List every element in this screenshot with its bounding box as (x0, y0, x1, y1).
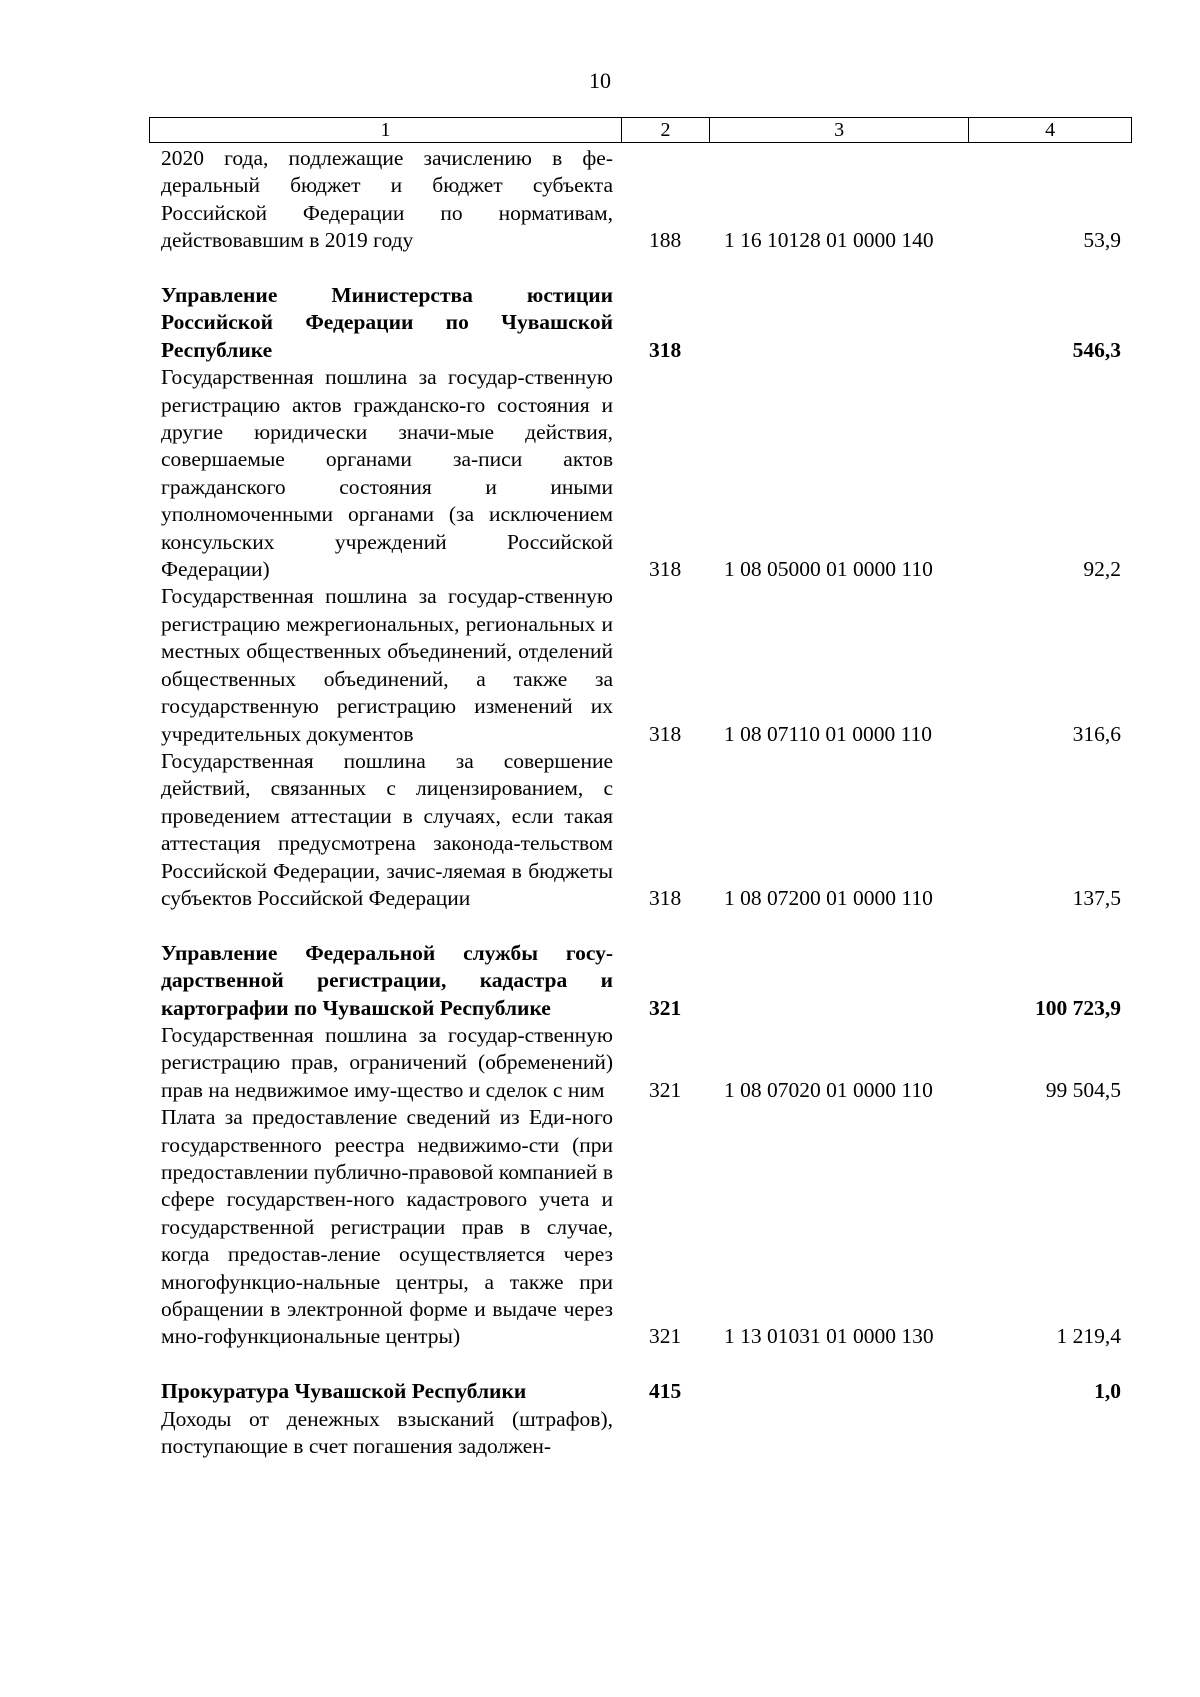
row-amount: 137,5 (1072, 885, 1121, 910)
row-admin-code: 321 (649, 1324, 682, 1349)
row-description: 2020 года, подлежащие зачислению в фе-деральный бюджет и бюджет субъекта Российской Федерации по нормативам, действовавшим в 2019 году (161, 146, 613, 253)
table-row (161, 1104, 1121, 1351)
table-row (161, 1406, 1121, 1461)
table-row (161, 748, 1121, 912)
table-column-header (149, 117, 1132, 143)
section-title: Прокуратура Чувашской Республики (161, 1379, 527, 1404)
table-row (161, 364, 1121, 583)
table-row-section (161, 1378, 1121, 1405)
row-budget-code: 1 13 01031 01 0000 130 (724, 1324, 934, 1349)
row-amount: 1 219,4 (1056, 1324, 1121, 1349)
row-description: Доходы от денежных взысканий (штрафов), поступающие в счет погашения задолжен- (161, 1406, 613, 1459)
row-amount: 316,6 (1072, 721, 1121, 746)
table-row (161, 1022, 1121, 1104)
row-budget-code: 1 16 10128 01 0000 140 (724, 228, 934, 253)
table-row-section (161, 940, 1121, 1022)
section-title: Управление Федеральной службы госу-дарственной регистрации, кадастра и картографии по Чувашской Республике (161, 940, 613, 1020)
row-description: Государственная пошлина за государ-ственную регистрацию актов гражданско-го состояния и другие юридически значи-мые действия, совершаемые органами за-писи актов гражданского состояния и иными уполномоченными органами (за исключением консульских учреждений Российской Федерации) (161, 365, 613, 582)
row-admin-code: 318 (649, 721, 682, 746)
row-budget-code: 1 08 05000 01 0000 110 (724, 557, 933, 582)
row-admin-code: 318 (649, 557, 682, 582)
section-admin-code: 321 (649, 995, 682, 1020)
section-total: 546,3 (1072, 337, 1121, 362)
section-title: Управление Министерства юстиции Российской Федерации по Чувашской Республике (161, 283, 613, 362)
column-header-4: 4 (1045, 119, 1056, 141)
row-description: Государственная пошлина за государ-ственную регистрацию прав, ограничений (обременений) прав на недвижимое иму-щество и сделок с ним (161, 1022, 613, 1102)
row-description: Плата за предоставление сведений из Еди-ного государственного реестра недвижимо-сти (при предоставлении публично-правовой компанией в сфере государствен-ного кадастрового учета и государственной регистрации прав в случае, когда предостав-ление осуществляется через многофункцио-нальные центры, а также при обращении в электронной форме и выдаче через мно-гофункциональные центры) (161, 1105, 613, 1349)
table-row (161, 145, 1121, 255)
table-row-section (161, 282, 1121, 364)
row-description: Государственная пошлина за совершение действий, связанных с лицензированием, с проведением аттестации в случаях, если такая аттестация предусмотрена законода-тельством Российской Федерации, зачис-ляемая в бюджеты субъектов Российской Федерации (161, 748, 613, 910)
row-budget-code: 1 08 07020 01 0000 110 (724, 1077, 933, 1102)
section-total: 100 723,9 (1035, 995, 1121, 1020)
row-amount: 92,2 (1083, 557, 1121, 582)
page-number: 10 (589, 68, 611, 93)
table-body (161, 145, 1121, 1460)
row-budget-code: 1 08 07200 01 0000 110 (724, 885, 933, 910)
row-amount: 99 504,5 (1045, 1077, 1121, 1102)
row-budget-code: 1 08 07110 01 0000 110 (724, 721, 933, 746)
row-description: Государственная пошлина за государ-ственную регистрацию межрегиональных, региональных и местных общественных объединений, отделений общественных объединений, а также за государственную регистрацию изменений их учредительных документов (161, 584, 613, 746)
column-header-3: 3 (710, 118, 969, 142)
section-total: 1,0 (1094, 1379, 1121, 1404)
section-admin-code: 415 (649, 1379, 682, 1404)
row-amount: 53,9 (1083, 228, 1121, 253)
row-admin-code: 318 (649, 885, 682, 910)
table-row (161, 583, 1121, 747)
column-header-1: 1 (150, 118, 622, 142)
row-admin-code: 321 (649, 1077, 682, 1102)
column-header-2: 2 (622, 118, 710, 142)
row-admin-code: 188 (649, 228, 682, 253)
section-admin-code: 318 (649, 337, 682, 362)
